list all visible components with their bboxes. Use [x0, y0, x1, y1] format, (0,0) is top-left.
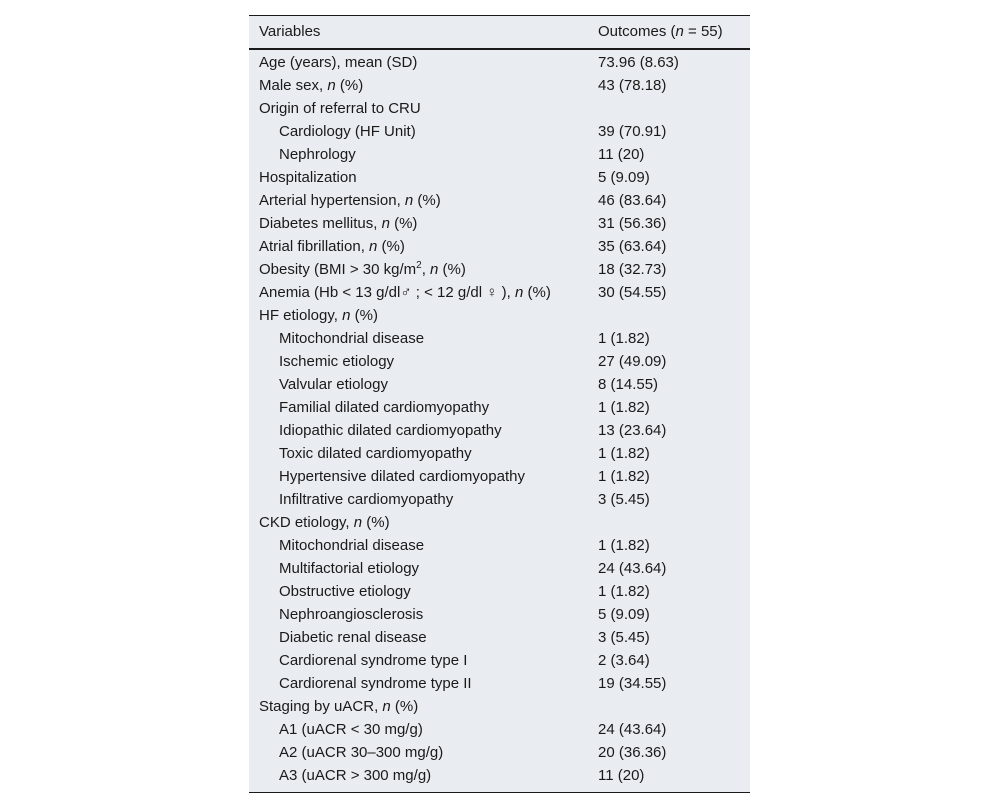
variable-label: Obstructive etiology: [279, 583, 411, 600]
outcomes-column-header: [598, 16, 750, 48]
outcomes-header-n: n: [675, 23, 684, 40]
variable-label: Ischemic etiology: [279, 353, 395, 370]
table-row: [249, 97, 750, 120]
table-row: [249, 143, 750, 166]
variable-label: Cardiorenal syndrome type II: [279, 675, 472, 692]
variable-label: Diabetic renal disease: [279, 629, 427, 646]
table-row: [249, 465, 750, 488]
outcome-value: [598, 304, 750, 327]
outcome-value: 11 (20): [598, 767, 645, 784]
outcome-value: 5 (9.09): [598, 169, 650, 186]
variable-label: Mitochondrial disease: [279, 537, 425, 554]
variable-label: Hospitalization: [259, 169, 357, 186]
variable-label: A3 (uACR > 300 mg/g): [279, 767, 432, 784]
variable-label: Toxic dilated cardiomyopathy: [279, 445, 472, 462]
table-row: [249, 373, 750, 396]
variables-column-header: Variables: [259, 23, 321, 40]
variable-label: Male sex, n (%): [259, 77, 364, 94]
table-row: [249, 511, 750, 534]
table-row: [249, 258, 750, 281]
outcome-value: 5 (9.09): [598, 606, 650, 623]
table-row: [249, 350, 750, 373]
variable-label: Nephrology: [279, 146, 356, 163]
variable-label: Cardiology (HF Unit): [279, 123, 416, 140]
table-row: [249, 580, 750, 603]
table-row: [249, 603, 750, 626]
variable-label: A1 (uACR < 30 mg/g): [279, 721, 423, 738]
outcome-value: 46 (83.64): [598, 192, 667, 209]
table-row: [249, 235, 750, 258]
outcome-value: 35 (63.64): [598, 238, 667, 255]
outcome-value: [598, 695, 750, 718]
variable-label: Hypertensive dilated cardiomyopathy: [279, 468, 525, 485]
variable-label: Cardiorenal syndrome type I: [279, 652, 468, 669]
outcome-value: 24 (43.64): [598, 560, 667, 577]
table-row: [249, 557, 750, 580]
outcome-value: 3 (5.45): [598, 629, 650, 646]
table-row: [249, 649, 750, 672]
outcome-value: 2 (3.64): [598, 652, 650, 669]
outcome-value: 3 (5.45): [598, 491, 650, 508]
table-row: [249, 304, 750, 327]
table-row: [249, 695, 750, 718]
outcome-value: 73.96 (8.63): [598, 54, 679, 71]
variable-label: Staging by uACR, n (%): [259, 698, 419, 715]
variable-label: HF etiology, n (%): [259, 307, 378, 324]
outcome-value: 20 (36.36): [598, 744, 667, 761]
table-row: [249, 672, 750, 695]
table-row: [249, 120, 750, 143]
table-header-row: [249, 16, 750, 50]
variable-label: A2 (uACR 30–300 mg/g): [279, 744, 444, 761]
outcome-value: 8 (14.55): [598, 376, 659, 393]
variable-label: Idiopathic dilated cardiomyopathy: [279, 422, 502, 439]
variable-label: Anemia (Hb < 13 g/dl♂ ; < 12 g/dl ♀ ), n (%): [259, 284, 551, 301]
baseline-characteristics-table: [249, 15, 750, 793]
outcome-value: 18 (32.73): [598, 261, 667, 278]
variable-label: Obesity (BMI > 30 $kg/m^2$, n (%): [259, 260, 466, 278]
outcome-value: 13 (23.64): [598, 422, 667, 439]
table-row: [249, 51, 750, 74]
variable-label: Valvular etiology: [279, 376, 388, 393]
table-row: [249, 166, 750, 189]
outcome-value: 39 (70.91): [598, 123, 667, 140]
table-row: [249, 442, 750, 465]
outcomes-header-suffix: = 55): [683, 23, 723, 40]
outcome-value: 24 (43.64): [598, 721, 667, 738]
outcome-value: [598, 97, 750, 120]
table-row: [249, 488, 750, 511]
outcome-value: 1 (1.82): [598, 399, 650, 416]
variable-label: Mitochondrial disease: [279, 330, 425, 347]
outcomes-header-prefix: Outcomes (: [598, 23, 676, 40]
table-row: [249, 212, 750, 235]
outcome-value: [598, 511, 750, 534]
variable-label: CKD etiology, n (%): [259, 514, 390, 531]
variable-label: Arterial hypertension, n (%): [259, 192, 441, 209]
table-row: [249, 534, 750, 557]
table-row: [249, 764, 750, 787]
table-row: [249, 718, 750, 741]
variable-label: Nephroangiosclerosis: [279, 606, 424, 623]
variable-label: Multifactorial etiology: [279, 560, 420, 577]
variable-label: Origin of referral to CRU: [259, 100, 421, 117]
variable-label: Atrial fibrillation, n (%): [259, 238, 405, 255]
table-row: [249, 281, 750, 304]
outcome-value: 1 (1.82): [598, 537, 650, 554]
outcome-value: 30 (54.55): [598, 284, 667, 301]
outcome-value: 19 (34.55): [598, 675, 667, 692]
variable-label: Age (years), mean (SD): [259, 54, 418, 71]
outcome-value: 27 (49.09): [598, 353, 667, 370]
outcome-value: 1 (1.82): [598, 445, 650, 462]
table-row: [249, 419, 750, 442]
outcome-value: 1 (1.82): [598, 583, 650, 600]
table-row: [249, 626, 750, 649]
outcome-value: 11 (20): [598, 146, 645, 163]
table-row: [249, 189, 750, 212]
table-row: [249, 396, 750, 419]
outcome-value: 1 (1.82): [598, 330, 650, 347]
table-row: [249, 327, 750, 350]
variable-label: Diabetes mellitus, n (%): [259, 215, 418, 232]
outcome-value: 1 (1.82): [598, 468, 650, 485]
outcome-value: 31 (56.36): [598, 215, 667, 232]
table-row: [249, 74, 750, 97]
outcome-value: 43 (78.18): [598, 77, 667, 94]
table-body: [249, 50, 750, 792]
table-row: [249, 741, 750, 764]
variable-label: Infiltrative cardiomyopathy: [279, 491, 454, 508]
variable-label: Familial dilated cardiomyopathy: [279, 399, 490, 416]
